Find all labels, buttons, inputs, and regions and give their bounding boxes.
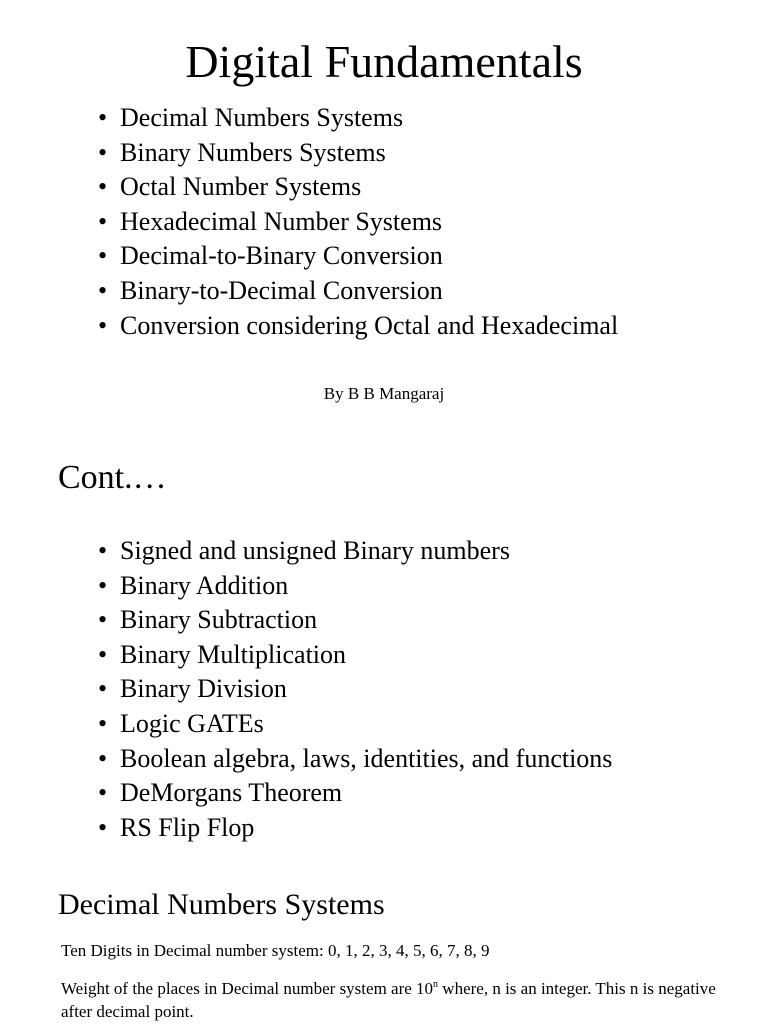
bullet-icon: •: [98, 310, 108, 340]
bullet-icon: •: [98, 206, 108, 236]
list-item: [98, 707, 612, 742]
list-item: [98, 136, 618, 171]
list-item-text: Binary Addition: [120, 570, 289, 600]
topic-list-2: [98, 534, 612, 845]
bullet-icon: •: [98, 708, 108, 738]
list-item: [98, 274, 618, 309]
list-item-text: Hexadecimal Number Systems: [120, 206, 443, 236]
list-item-text: Binary-to-Decimal Conversion: [120, 275, 443, 305]
bullet-icon: •: [98, 605, 108, 635]
list-item: [98, 239, 618, 274]
list-item: [98, 811, 612, 846]
bullet-icon: •: [98, 570, 108, 600]
place-weight-paragraph: [61, 977, 751, 1023]
list-item: [98, 603, 612, 638]
list-item: [98, 205, 618, 240]
bullet-icon: •: [98, 674, 108, 704]
bullet-icon: •: [98, 137, 108, 167]
list-item-text: DeMorgans Theorem: [120, 778, 343, 808]
list-item-text: Octal Number Systems: [120, 172, 362, 202]
list-item-text: Binary Numbers Systems: [120, 137, 386, 167]
list-item: [98, 101, 618, 136]
list-item: [98, 742, 612, 777]
list-item-text: Binary Subtraction: [120, 605, 318, 635]
list-item-text: RS Flip Flop: [120, 812, 255, 842]
place-weight-text-start: Weight of the places in Decimal number system are 10: [61, 979, 434, 998]
list-item: [98, 170, 618, 205]
list-item: [98, 776, 612, 811]
bullet-icon: •: [98, 172, 108, 202]
list-item: [98, 534, 612, 569]
topic-list-1: [98, 101, 618, 343]
list-item: [98, 309, 618, 344]
bullet-icon: •: [98, 743, 108, 773]
continuation-heading: Cont.…: [58, 459, 167, 496]
list-item-text: Binary Multiplication: [120, 639, 347, 669]
bullet-icon: •: [98, 778, 108, 808]
exponent-superscript: n: [433, 979, 439, 990]
page-title: Digital Fundamentals: [185, 36, 583, 87]
bullet-icon: •: [98, 241, 108, 271]
place-weight-text-end: where, n is an integer. This n is negative after decimal point.: [61, 979, 716, 1021]
bullet-icon: •: [98, 812, 108, 842]
section-heading: Decimal Numbers Systems: [58, 888, 385, 921]
list-item-text: Signed and unsigned Binary numbers: [120, 536, 510, 565]
bullet-icon: •: [98, 536, 108, 565]
list-item-text: Decimal Numbers Systems: [120, 103, 404, 132]
list-item: [98, 638, 612, 673]
list-item-text: Logic GATEs: [120, 708, 264, 738]
decimal-digits-paragraph: Ten Digits in Decimal number system: 0, 1, 2, 3, 4, 5, 6, 7, 8, 9: [61, 941, 490, 960]
bullet-icon: •: [98, 275, 108, 305]
list-item: [98, 672, 612, 707]
list-item-text: Boolean algebra, laws, identities, and functions: [120, 743, 613, 773]
bullet-icon: •: [98, 103, 108, 132]
list-item-text: Decimal-to-Binary Conversion: [120, 241, 443, 271]
list-item: [98, 569, 612, 604]
list-item-text: Conversion considering Octal and Hexadecimal: [120, 310, 619, 340]
bullet-icon: •: [98, 639, 108, 669]
list-item-text: Binary Division: [120, 674, 287, 704]
author-line: By B B Mangaraj: [323, 384, 445, 403]
